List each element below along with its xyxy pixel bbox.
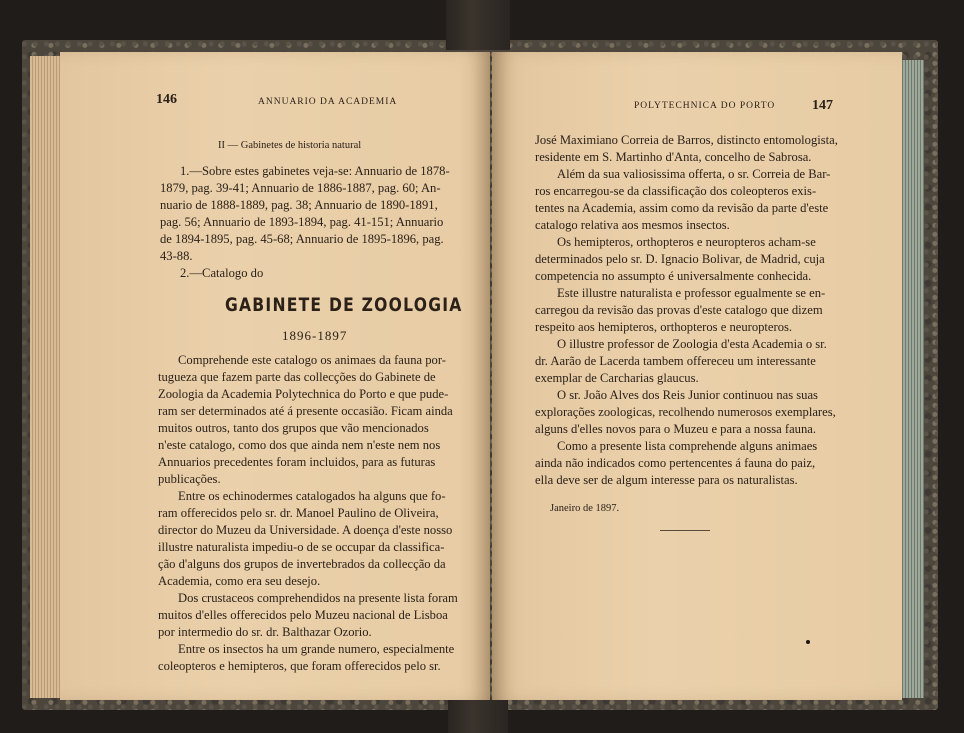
body-line: Academia, como era seu desejo. [158, 574, 321, 588]
body-line: dr. Aarão de Lacerda tambem offereceu um interessante [535, 354, 816, 368]
body-line: ros encarregou-se da classificação dos coleopteros exis- [535, 184, 817, 198]
body-line: tugueza que fazem parte das collecções do Gabinete de [158, 370, 436, 384]
body-line: Entre os echinodermes catalogados ha alguns que fo- [178, 489, 446, 503]
body-line: Este illustre naturalista e professor egualmente se en- [557, 286, 826, 300]
text-line: de 1894-1895, pag. 45-68; Annuario de 1895-1896, pag. [160, 232, 444, 246]
body-line: ram offerecidos pelo sr. dr. Manoel Paulino de Oliveira, [158, 506, 439, 520]
body-line: director do Muzeu da Universidade. A doença d'este nosso [158, 523, 453, 537]
right-page-number: 147 [812, 98, 833, 113]
text-line: 1879, pag. 39-41; Annuario de 1886-1887, pag. 60; An- [160, 181, 441, 195]
section-title: GABINETE DE ZOOLOGIA [225, 294, 463, 316]
book-spine-bottom [448, 700, 508, 733]
body-line: Zoologia da Academia Polytechnica do Porto e que pude- [158, 387, 449, 401]
body-line: respeito aos hemipteros, orthopteros e neuropteros. [535, 320, 793, 334]
body-line: coleopteros e hemipteros, que foram offerecidos pelo sr. [158, 659, 441, 673]
body-line: Dos crustaceos comprehendidos na presente lista foram [178, 591, 458, 605]
body-line: alguns d'elles novos para o Muzeu e para a nossa fauna. [535, 422, 816, 436]
body-line: competencia no assumpto é universalmente conhecida. [535, 269, 812, 283]
body-line: illustre naturalista impediu-o de se occupar da classifica- [158, 540, 445, 554]
book-spine-top [446, 0, 510, 50]
left-page-edges [30, 56, 62, 698]
body-line: exemplar de Carcharias glaucus. [535, 371, 699, 385]
body-line: explorações zoologicas, recolhendo numerosos exemplares, [535, 405, 836, 419]
right-page [492, 52, 902, 700]
year-range: 1896-1897 [282, 328, 348, 343]
body-line: Como a presente lista comprehende alguns animaes [557, 439, 818, 453]
body-line: Os hemipteros, orthopteros e neuropteros acham-se [557, 235, 816, 249]
date-signature: Janeiro de 1897. [550, 503, 620, 514]
body-line: catalogo relativa aos mesmos insectos. [535, 218, 730, 232]
closing-rule [660, 530, 710, 531]
body-line: muitos outros, tanto dos grupos que vão mencionados [158, 421, 429, 435]
body-line: ção d'alguns dos grupos de invertebrados da collecção da [158, 557, 446, 571]
body-line: Entre os insectos ha um grande numero, especialmente [178, 642, 455, 656]
body-line: ram ser determinados até á presente occasião. Ficam ainda [158, 404, 453, 418]
right-running-head: POLYTECHNICA DO PORTO [634, 101, 776, 111]
body-line: por intermedio do sr. dr. Balthazar Ozorio. [158, 625, 372, 639]
body-line: carregou da revisão das provas d'este catalogo que dizem [535, 303, 823, 317]
body-line: ella deve ser de algum interesse para os naturalistas. [535, 473, 798, 487]
body-line: determinados pelo sr. D. Ignacio Bolivar, de Madrid, cuja [535, 252, 825, 266]
body-line: muitos d'elles offerecidos pelo Muzeu nacional de Lisboa [158, 608, 448, 622]
ink-speck [806, 640, 810, 644]
body-line: José Maximiano Correia de Barros, distincto entomologista, [535, 133, 838, 147]
body-line: O sr. João Alves dos Reis Junior continuou nas suas [557, 388, 818, 402]
body-line: Além da sua valiosissima offerta, o sr. Correia de Bar- [557, 167, 831, 181]
text-line: nuario de 1888-1889, pag. 38; Annuario de 1890-1891, [160, 198, 438, 212]
body-line: Annuarios precedentes foram incluidos, para as futuras [158, 455, 436, 469]
text-line: 43-88. [160, 249, 193, 263]
body-line: publicações. [158, 472, 221, 486]
right-page-edges [900, 60, 924, 698]
text-line: pag. 56; Annuario de 1893-1894, pag. 41-151; Annuario [160, 215, 444, 229]
left-page-number: 146 [156, 92, 177, 107]
body-line: ainda não indicados como pertencentes á fauna do paiz, [535, 456, 816, 470]
section-heading: II — Gabinetes de historia natural [218, 140, 362, 151]
body-line: residente em S. Martinho d'Anta, concelho de Sabrosa. [535, 150, 812, 164]
left-page [60, 52, 490, 700]
left-running-head: ANNUARIO DA ACADEMIA [258, 97, 398, 107]
body-line: n'este catalogo, como dos que ainda nem n'este nem nos [158, 438, 441, 452]
text-line: 2.—Catalogo do [180, 266, 264, 280]
body-line: O illustre professor de Zoologia d'esta Academia o sr. [557, 337, 827, 351]
body-line: tentes na Academia, assim como da revisão da parte d'este [535, 201, 829, 215]
body-line: Comprehende este catalogo os animaes da fauna por- [178, 353, 446, 367]
text-line: 1.—Sobre estes gabinetes veja-se: Annuario de 1878- [180, 164, 450, 178]
